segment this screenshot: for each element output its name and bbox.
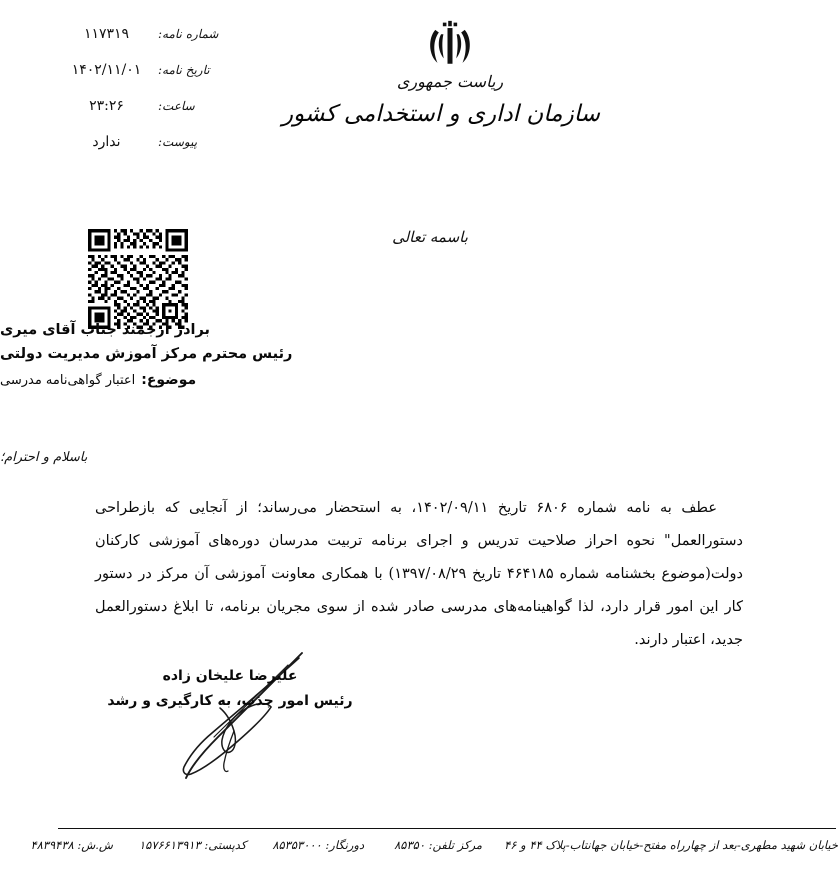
footer-postal-label: کدپستی: xyxy=(204,838,247,852)
footer-postal-value: ۱۵۷۶۶۱۳۹۱۳ xyxy=(138,838,201,852)
footer-phone-label: مرکز تلفن: xyxy=(428,838,483,852)
basmala-text: باسمه تعالی xyxy=(392,228,468,246)
footer-serial xyxy=(30,838,113,852)
meta-row-letter-date xyxy=(55,62,220,98)
footer-phone xyxy=(394,838,482,852)
footer-divider xyxy=(58,828,836,829)
subject-label: موضوع: xyxy=(141,372,197,388)
meta-value-letter-date: ۱۴۰۲/۱۱/۰۱ xyxy=(71,62,142,78)
iran-emblem-icon xyxy=(423,20,477,70)
recipient-name: برادر ارجمند جناب آقای میری xyxy=(0,322,210,338)
meta-value-time: ۲۳:۲۶ xyxy=(89,98,124,114)
recipient-title: رئیس محترم مرکز آموزش مدیریت دولتی xyxy=(0,346,293,362)
meta-value-letter-number: ۱۱۷۳۱۹ xyxy=(83,26,130,42)
footer-fax-label: دورنگار: xyxy=(325,838,365,852)
recipient-block xyxy=(0,318,778,392)
footer-phone-value: ۸۵۳۵۰ xyxy=(394,838,425,852)
meta-label-attachment: پیوست: xyxy=(158,135,198,149)
subject-line xyxy=(0,369,778,392)
footer-fax-value: ۸۵۳۵۳۰۰۰ xyxy=(272,838,322,852)
meta-label-letter-number: شماره نامه: xyxy=(158,27,219,41)
body-paragraph: عطف به نامه شماره ۶۸۰۶ تاریخ ۱۴۰۲/۰۹/۱۱، به استحضار می‌رساند؛ از آنجایی که بازطراحی دستورالعمل" نحوه احراز صلاحیت تدریس و اجرای برنامه تربیت مدرسان دوره‌های آموزشی کارکنان دولت(موضوع بخشنامه شماره ۴۶۴۱۸۵ تاریخ ۱۳۹۷/۰۸/۲۹) با همکاری معاونت آموزشی آن مرکز در دستور کار این امور قرار دارد، لذا گواهینامه‌های مدرسی صادر شده از سوی مجریان برنامه، تا ابلاغ دستورالعمل جدید، اعتبار دارند. xyxy=(95,500,743,648)
subject-value: اعتبار گواهی‌نامه مدرسی xyxy=(0,373,136,388)
meta-label-time: ساعت: xyxy=(158,99,195,113)
meta-row-time xyxy=(55,98,220,134)
footer-address: خیابان شهید مطهری-بعد از چهارراه مفتح-خیابان جهانتاب-پلاک ۴۴ و ۴۶ xyxy=(504,838,838,852)
letter-meta-block xyxy=(55,26,220,170)
meta-value-attachment: ندارد xyxy=(92,134,121,150)
signatory-name: علیرضا علیخان زاده xyxy=(162,668,298,684)
letterhead-presidency: ریاست جمهوری xyxy=(396,72,504,91)
signatory-title: رئیس امور جذب، به کارگیری و رشد xyxy=(107,693,353,709)
meta-row-attachment xyxy=(55,134,220,170)
footer-serial-label: ش.ش: xyxy=(77,838,113,852)
meta-row-letter-number xyxy=(55,26,220,62)
meta-label-letter-date: تاریخ نامه: xyxy=(158,63,210,77)
footer-block xyxy=(30,838,838,852)
footer-fax xyxy=(272,838,364,852)
footer-serial-value: ۴۸۳۹۴۳۸ xyxy=(30,838,74,852)
signature-block xyxy=(95,664,365,714)
footer-postal-code xyxy=(139,838,246,852)
letterhead-organization: سازمان اداری و استخدامی کشور xyxy=(282,101,600,127)
qr-code-icon xyxy=(85,226,191,332)
greeting-text: باسلام و احترام؛ xyxy=(0,450,88,465)
letterhead xyxy=(282,20,600,127)
